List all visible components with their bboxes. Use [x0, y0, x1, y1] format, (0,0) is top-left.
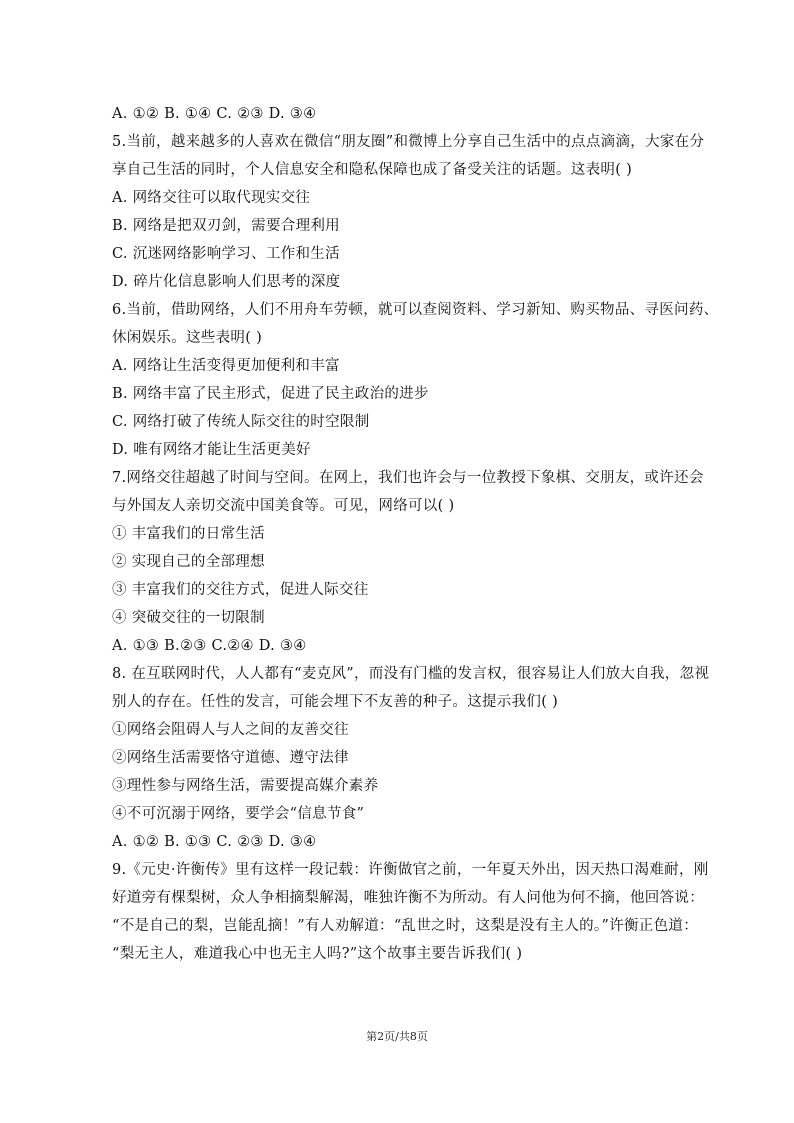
text-line: 7.网络交往超越了时间与空间。在网上，我们也许会与一位教授下象棋、交朋友，或许还会 [112, 470, 704, 486]
text-line: 享自己生活的同时，个人信息安全和隐私保障也成了备受关注的话题。这表明( ) [112, 162, 633, 178]
text-line: ③ 丰富我们的交往方式，促进人际交往 [112, 582, 369, 598]
page-footer: 第2页/共8页 [366, 1030, 428, 1043]
text-line: A. 网络让生活变得更加便利和丰富 [112, 358, 340, 374]
text-line: 6.当前，借助网络，人们不用舟车劳顿，就可以查阅资料、学习新知、购买物品、寻医问药、 [112, 302, 719, 318]
question-text [112, 100, 719, 968]
text-line: D. 唯有网络才能让生活更美好 [112, 442, 311, 458]
text-line: A. ①③ B.②③ C.②④ D. ③④ [112, 638, 307, 654]
text-line: A. ①② B. ①③ C. ②③ D. ③④ [112, 834, 317, 850]
text-line: B. 网络丰富了民主形式，促进了民主政治的进步 [112, 386, 429, 402]
text-line: A. ①② B. ①④ C. ②③ D. ③④ [112, 106, 317, 122]
text-line: “不是自己的梨，岂能乱摘！”有人劝解道：“乱世之时，这梨是没有主人的。”许衡正色道： [112, 918, 698, 934]
text-line: “梨无主人，难道我心中也无主人吗?”这个故事主要告诉我们( ) [112, 946, 523, 962]
text-line: ②网络生活需要恪守道德、遵守法律 [112, 750, 349, 766]
text-line: ④ 突破交往的一切限制 [112, 610, 265, 626]
text-line: B. 网络是把双刃剑，需要合理利用 [112, 218, 340, 234]
text-line: ③理性参与网络生活，需要提高媒介素养 [112, 778, 379, 794]
text-line: ① 丰富我们的日常生活 [112, 526, 265, 542]
text-line: ④不可沉溺于网络，要学会“信息节食” [112, 806, 365, 822]
text-line: 休闲娱乐。这些表明( ) [112, 330, 263, 346]
text-line: 别人的存在。任性的发言，可能会埋下不友善的种子。这提示我们( ) [112, 694, 559, 710]
text-line: ①网络会阻碍人与人之间的友善交往 [112, 722, 349, 738]
text-line: C. 沉迷网络影响学习、工作和生活 [112, 246, 340, 262]
text-line: ② 实现自己的全部理想 [112, 554, 265, 570]
text-line: C. 网络打破了传统人际交往的时空限制 [112, 414, 370, 430]
text-line: 8. 在互联网时代，人人都有“麦克风”，而没有门槛的发言权，很容易让人们放大自我，忽视 [112, 666, 710, 682]
text-line: 5.当前，越来越多的人喜欢在微信“朋友圈”和微博上分享自己生活中的点点滴滴，大家在分 [112, 134, 705, 150]
text-line: 与外国友人亲切交流中国美食等。可见，网络可以( ) [112, 498, 455, 514]
text-line: D. 碎片化信息影响人们思考的深度 [112, 274, 341, 290]
text-line: 9.《元史·许衡传》里有这样一段记载：许衡做官之前，一年夏天外出，因天热口渴难耐，刚 [112, 862, 709, 878]
text-line: A. 网络交往可以取代现实交往 [112, 190, 311, 206]
text-line: 好道旁有棵梨树，众人争相摘梨解渴，唯独许衡不为所动。有人问他为何不摘，他回答说： [112, 890, 704, 906]
